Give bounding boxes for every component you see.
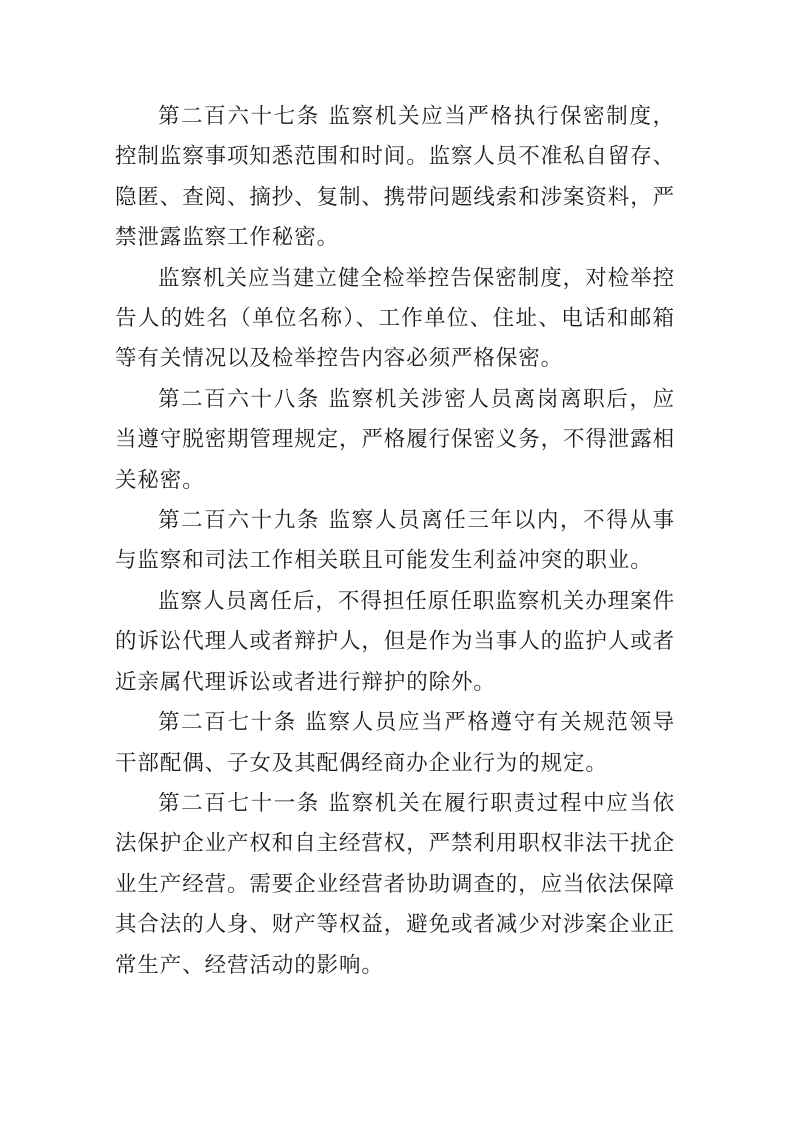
- article-269-paragraph: 第二百六十九条 监察人员离任三年以内，不得从事与监察和司法工作相关联且可能发生利益冲突的职业。: [115, 508, 675, 574]
- article-270-paragraph: 第二百七十条 监察人员应当严格遵守有关规范领导干部配偶、子女及其配偶经商办企业行为的规定。: [115, 710, 675, 776]
- article-267-paragraph: 第二百六十七条 监察机关应当严格执行保密制度，控制监察事项知悉范围和时间。监察人员不准私自留存、隐匿、查阅、摘抄、复制、携带问题线索和涉案资料，严禁泄露监察工作秘密。: [115, 104, 676, 251]
- article-269-post-tenure-paragraph: 监察人员离任后，不得担任原任职监察机关办理案件的诉讼代理人或者辩护人，但是作为当事人的监护人或者近亲属代理诉讼或者进行辩护的除外。: [115, 588, 676, 695]
- document-body: [115, 97, 675, 986]
- article-267-confidentiality-paragraph: 监察机关应当建立健全检举控告保密制度，对检举控告人的姓名（单位名称）、工作单位、住址、电话和邮箱等有关情况以及检举控告内容必须严格保密。: [115, 265, 675, 372]
- article-271-paragraph: 第二百七十一条 监察机关在履行职责过程中应当依法保护企业产权和自主经营权，严禁利用职权非法干扰企业生产经营。需要企业经营者协助调查的，应当依法保障其合法的人身、财产等权益，避免或者减少对涉案企业正常生产、经营活动的影响。: [115, 790, 676, 978]
- article-268-paragraph: 第二百六十八条 监察机关涉密人员离岗离职后，应当遵守脱密期管理规定，严格履行保密义务，不得泄露相关秘密。: [115, 386, 676, 493]
